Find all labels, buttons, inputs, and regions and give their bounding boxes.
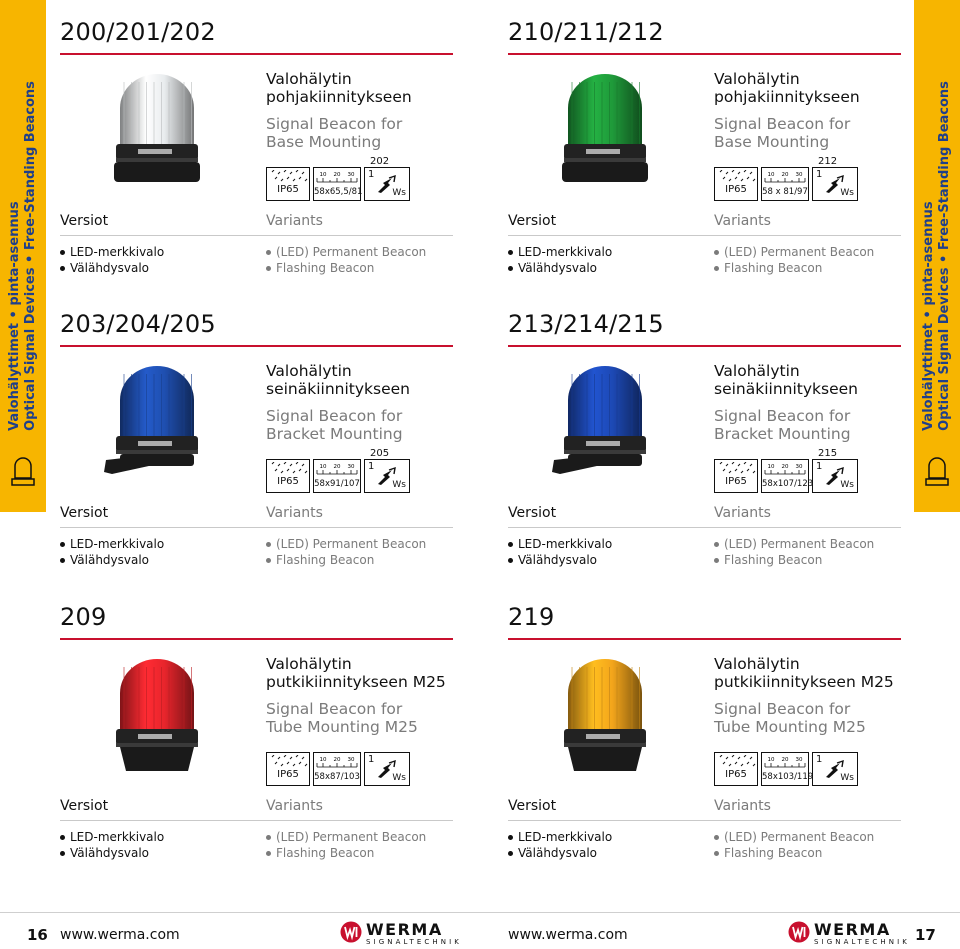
versions-list-fi [508,829,612,861]
beacon-image [102,68,212,188]
rain-icon [718,170,756,182]
beacon-image [550,360,660,480]
list-item: LED-merkkivalo [60,536,164,552]
ruler-tick-label: 20 [781,757,789,763]
side-tab-text [7,81,39,431]
flash-energy-unit: Ws [840,188,854,198]
flash-energy-value: 1 [816,461,823,472]
section-rule [60,345,453,347]
product-section [508,585,903,885]
ip-rating: IP65 [725,184,747,195]
description-fi-line: Valohälytin [266,70,352,88]
description-fi-line: Valohälytin [714,655,800,673]
flash-energy-unit: Ws [392,188,406,198]
section-rule [60,638,453,640]
ip-rating-box [714,752,758,786]
product-section [508,292,903,592]
versions-label-row [508,798,901,821]
flash-energy-unit: Ws [840,773,854,783]
brand-name: WERMA [814,920,891,939]
beacon-image [550,653,660,773]
list-item: LED-merkkivalo [508,244,612,260]
versions-label-en: Variants [266,505,323,521]
flash-energy-box [812,167,858,201]
flash-energy-value: 1 [816,169,823,180]
description-fi [714,70,860,106]
rain-icon [270,462,308,474]
werma-logo-mark [340,921,362,943]
beacon-image [550,68,660,188]
section-rule [508,345,901,347]
description-fi-line: Valohälytin [714,70,800,88]
flash-energy-box [364,167,410,201]
versions-label-fi: Versiot [60,798,109,814]
list-item: (LED) Permanent Beacon [266,244,426,260]
side-tab-line-fi: Valohälyttimet • pinta-asennus [921,201,936,431]
brand-tagline: SIGNALTECHNIK [366,938,462,946]
description-en [266,700,418,736]
section-rule [508,53,901,55]
ruler-icon [764,462,806,476]
versions-list-en [266,829,426,861]
versions-label-fi: Versiot [60,213,109,229]
side-tab-left [0,0,46,512]
list-item: Flashing Beacon [266,845,426,861]
ruler-tick-label: 10 [767,172,775,178]
description-fi-line: pohjakiinnitykseen [266,88,412,106]
ruler-tick-label: 20 [333,464,341,470]
flash-energy-unit: Ws [840,480,854,490]
beacon-image [102,360,212,480]
model-number: 205 [370,448,390,459]
beacon-image [102,653,212,773]
description-fi-line: Valohälytin [714,362,800,380]
description-en-line: Signal Beacon for [714,407,851,425]
list-item: Flashing Beacon [714,845,874,861]
dimension-box [313,459,361,493]
dimension-box [761,167,809,201]
werma-logo-right [788,919,910,947]
description-en [266,407,403,443]
ruler-icon [316,462,358,476]
versions-list-en [714,829,874,861]
side-tab-text [921,81,953,431]
dimensions: 58x65,5/81 [314,187,363,197]
description-en-line: Base Mounting [714,133,830,151]
werma-logo-mark [788,921,810,943]
versions-label-row [60,798,453,821]
ruler-tick-label: 20 [781,464,789,470]
model-number: 215 [818,448,838,459]
list-item: (LED) Permanent Beacon [714,536,874,552]
ruler-tick-label: 20 [333,757,341,763]
description-en-line: Bracket Mounting [714,425,851,443]
list-item: Flashing Beacon [714,552,874,568]
versions-list-fi [508,536,612,568]
list-item: Välähdysvalo [508,260,612,276]
description-en-line: Tube Mounting M25 [714,718,866,736]
ruler-icon [764,755,806,769]
list-item: (LED) Permanent Beacon [266,829,426,845]
ruler-tick-label: 10 [319,172,327,178]
versions-list-en [714,244,874,276]
ip-rating-box [266,167,310,201]
ruler-tick-label: 30 [347,172,355,178]
description-fi [714,655,894,691]
ruler-tick-label: 10 [319,757,327,763]
ip-rating: IP65 [725,769,747,780]
ruler-tick-label: 30 [795,172,803,178]
list-item: Flashing Beacon [714,260,874,276]
flash-energy-value: 1 [816,754,823,765]
list-item: Välähdysvalo [60,552,164,568]
side-tab-right [914,0,960,512]
ip-rating: IP65 [725,476,747,487]
ip-rating: IP65 [277,476,299,487]
page-number-left: 16 [27,926,48,944]
section-title: 213/214/215 [508,310,664,338]
versions-label-en: Variants [266,798,323,814]
list-item: (LED) Permanent Beacon [714,244,874,260]
side-tab-line-en: Optical Signal Devices • Free-Standing Beacons [23,81,38,431]
list-item: LED-merkkivalo [60,244,164,260]
description-en-line: Tube Mounting M25 [266,718,418,736]
werma-logo-left [340,919,462,947]
product-section [60,585,455,885]
versions-label-fi: Versiot [508,798,557,814]
ip-rating-box [714,167,758,201]
section-title: 209 [60,603,107,631]
ip-rating: IP65 [277,184,299,195]
list-item: Flashing Beacon [266,552,426,568]
ruler-tick-label: 20 [333,172,341,178]
ruler-tick-label: 30 [795,464,803,470]
description-fi [266,70,412,106]
description-fi [714,362,858,398]
section-title: 210/211/212 [508,18,664,46]
model-number: 212 [818,156,838,167]
ip-rating: IP65 [277,769,299,780]
flash-energy-box [812,459,858,493]
beacon-icon [925,452,949,492]
list-item: Välähdysvalo [508,845,612,861]
flash-energy-box [364,752,410,786]
page-footer [0,912,960,949]
dimensions: 58x107/123 [762,479,814,489]
dimensions: 58 x 81/97 [762,187,808,197]
ruler-tick-label: 10 [767,464,775,470]
description-en [714,700,866,736]
list-item: Flashing Beacon [266,260,426,276]
versions-label-fi: Versiot [508,505,557,521]
flash-energy-value: 1 [368,461,375,472]
website-link-left[interactable]: www.werma.com [60,927,180,943]
description-en [714,115,850,151]
brand-name: WERMA [366,920,443,939]
description-fi-line: putkikiinnitykseen M25 [714,673,894,691]
versions-list-fi [60,829,164,861]
description-en-line: Signal Beacon for [266,115,403,133]
ruler-tick-label: 10 [767,757,775,763]
ip-rating-box [266,752,310,786]
section-rule [60,53,453,55]
model-number: 202 [370,156,390,167]
section-title: 200/201/202 [60,18,216,46]
description-en-line: Signal Beacon for [266,407,403,425]
description-fi-line: seinäkiinnitykseen [266,380,410,398]
flash-energy-box [364,459,410,493]
versions-list-en [714,536,874,568]
section-title: 219 [508,603,555,631]
section-rule [508,638,901,640]
dimensions: 58x87/103 [314,772,360,782]
list-item: LED-merkkivalo [508,829,612,845]
ruler-tick-label: 30 [347,757,355,763]
versions-label-row [508,213,901,236]
versions-label-row [60,213,453,236]
product-section [60,292,455,592]
description-fi [266,362,410,398]
flash-energy-unit: Ws [392,773,406,783]
list-item: (LED) Permanent Beacon [266,536,426,552]
flash-energy-value: 1 [368,754,375,765]
ruler-icon [316,755,358,769]
versions-label-row [508,505,901,528]
ip-rating-box [266,459,310,493]
description-en-line: Signal Beacon for [266,700,403,718]
rain-icon [718,462,756,474]
list-item: Välähdysvalo [60,260,164,276]
dimension-box [761,752,814,786]
description-en-line: Signal Beacon for [714,115,851,133]
dimension-box [313,752,361,786]
product-section [60,0,455,300]
ruler-tick-label: 10 [319,464,327,470]
versions-list-en [266,536,426,568]
page-number-right: 17 [915,926,936,944]
description-fi [266,655,446,691]
versions-label-row [60,505,453,528]
versions-label-en: Variants [714,505,771,521]
description-en-line: Bracket Mounting [266,425,403,443]
description-fi-line: Valohälytin [266,655,352,673]
section-title: 203/204/205 [60,310,216,338]
versions-label-en: Variants [714,798,771,814]
ruler-tick-label: 30 [347,464,355,470]
flash-energy-unit: Ws [392,480,406,490]
description-fi-line: pohjakiinnitykseen [714,88,860,106]
ruler-tick-label: 30 [795,757,803,763]
dimension-box [761,459,814,493]
website-link-right[interactable]: www.werma.com [508,927,628,943]
brand-tagline: SIGNALTECHNIK [814,938,910,946]
side-tab-line-en: Optical Signal Devices • Free-Standing Beacons [937,81,952,431]
description-en [714,407,851,443]
beacon-icon [11,452,35,492]
ruler-icon [764,170,806,184]
versions-list-en [266,244,426,276]
list-item: Välähdysvalo [508,552,612,568]
ruler-tick-label: 20 [781,172,789,178]
ruler-icon [316,170,358,184]
flash-energy-box [812,752,858,786]
dimension-box [313,167,361,201]
versions-label-fi: Versiot [60,505,109,521]
description-fi-line: putkikiinnitykseen M25 [266,673,446,691]
dimensions: 58x91/107 [314,479,360,489]
versions-list-fi [60,244,164,276]
flash-energy-value: 1 [368,169,375,180]
description-fi-line: Valohälytin [266,362,352,380]
versions-list-fi [60,536,164,568]
list-item: Välähdysvalo [60,845,164,861]
side-tab-line-fi: Valohälyttimet • pinta-asennus [7,201,22,431]
list-item: LED-merkkivalo [60,829,164,845]
description-en-line: Signal Beacon for [714,700,851,718]
rain-icon [270,170,308,182]
rain-icon [718,755,756,767]
list-item: (LED) Permanent Beacon [714,829,874,845]
description-fi-line: seinäkiinnitykseen [714,380,858,398]
versions-label-en: Variants [266,213,323,229]
ip-rating-box [714,459,758,493]
rain-icon [270,755,308,767]
versions-list-fi [508,244,612,276]
versions-label-fi: Versiot [508,213,557,229]
versions-label-en: Variants [714,213,771,229]
dimensions: 58x103/119 [762,772,814,782]
description-en [266,115,402,151]
product-section [508,0,903,300]
list-item: LED-merkkivalo [508,536,612,552]
description-en-line: Base Mounting [266,133,382,151]
